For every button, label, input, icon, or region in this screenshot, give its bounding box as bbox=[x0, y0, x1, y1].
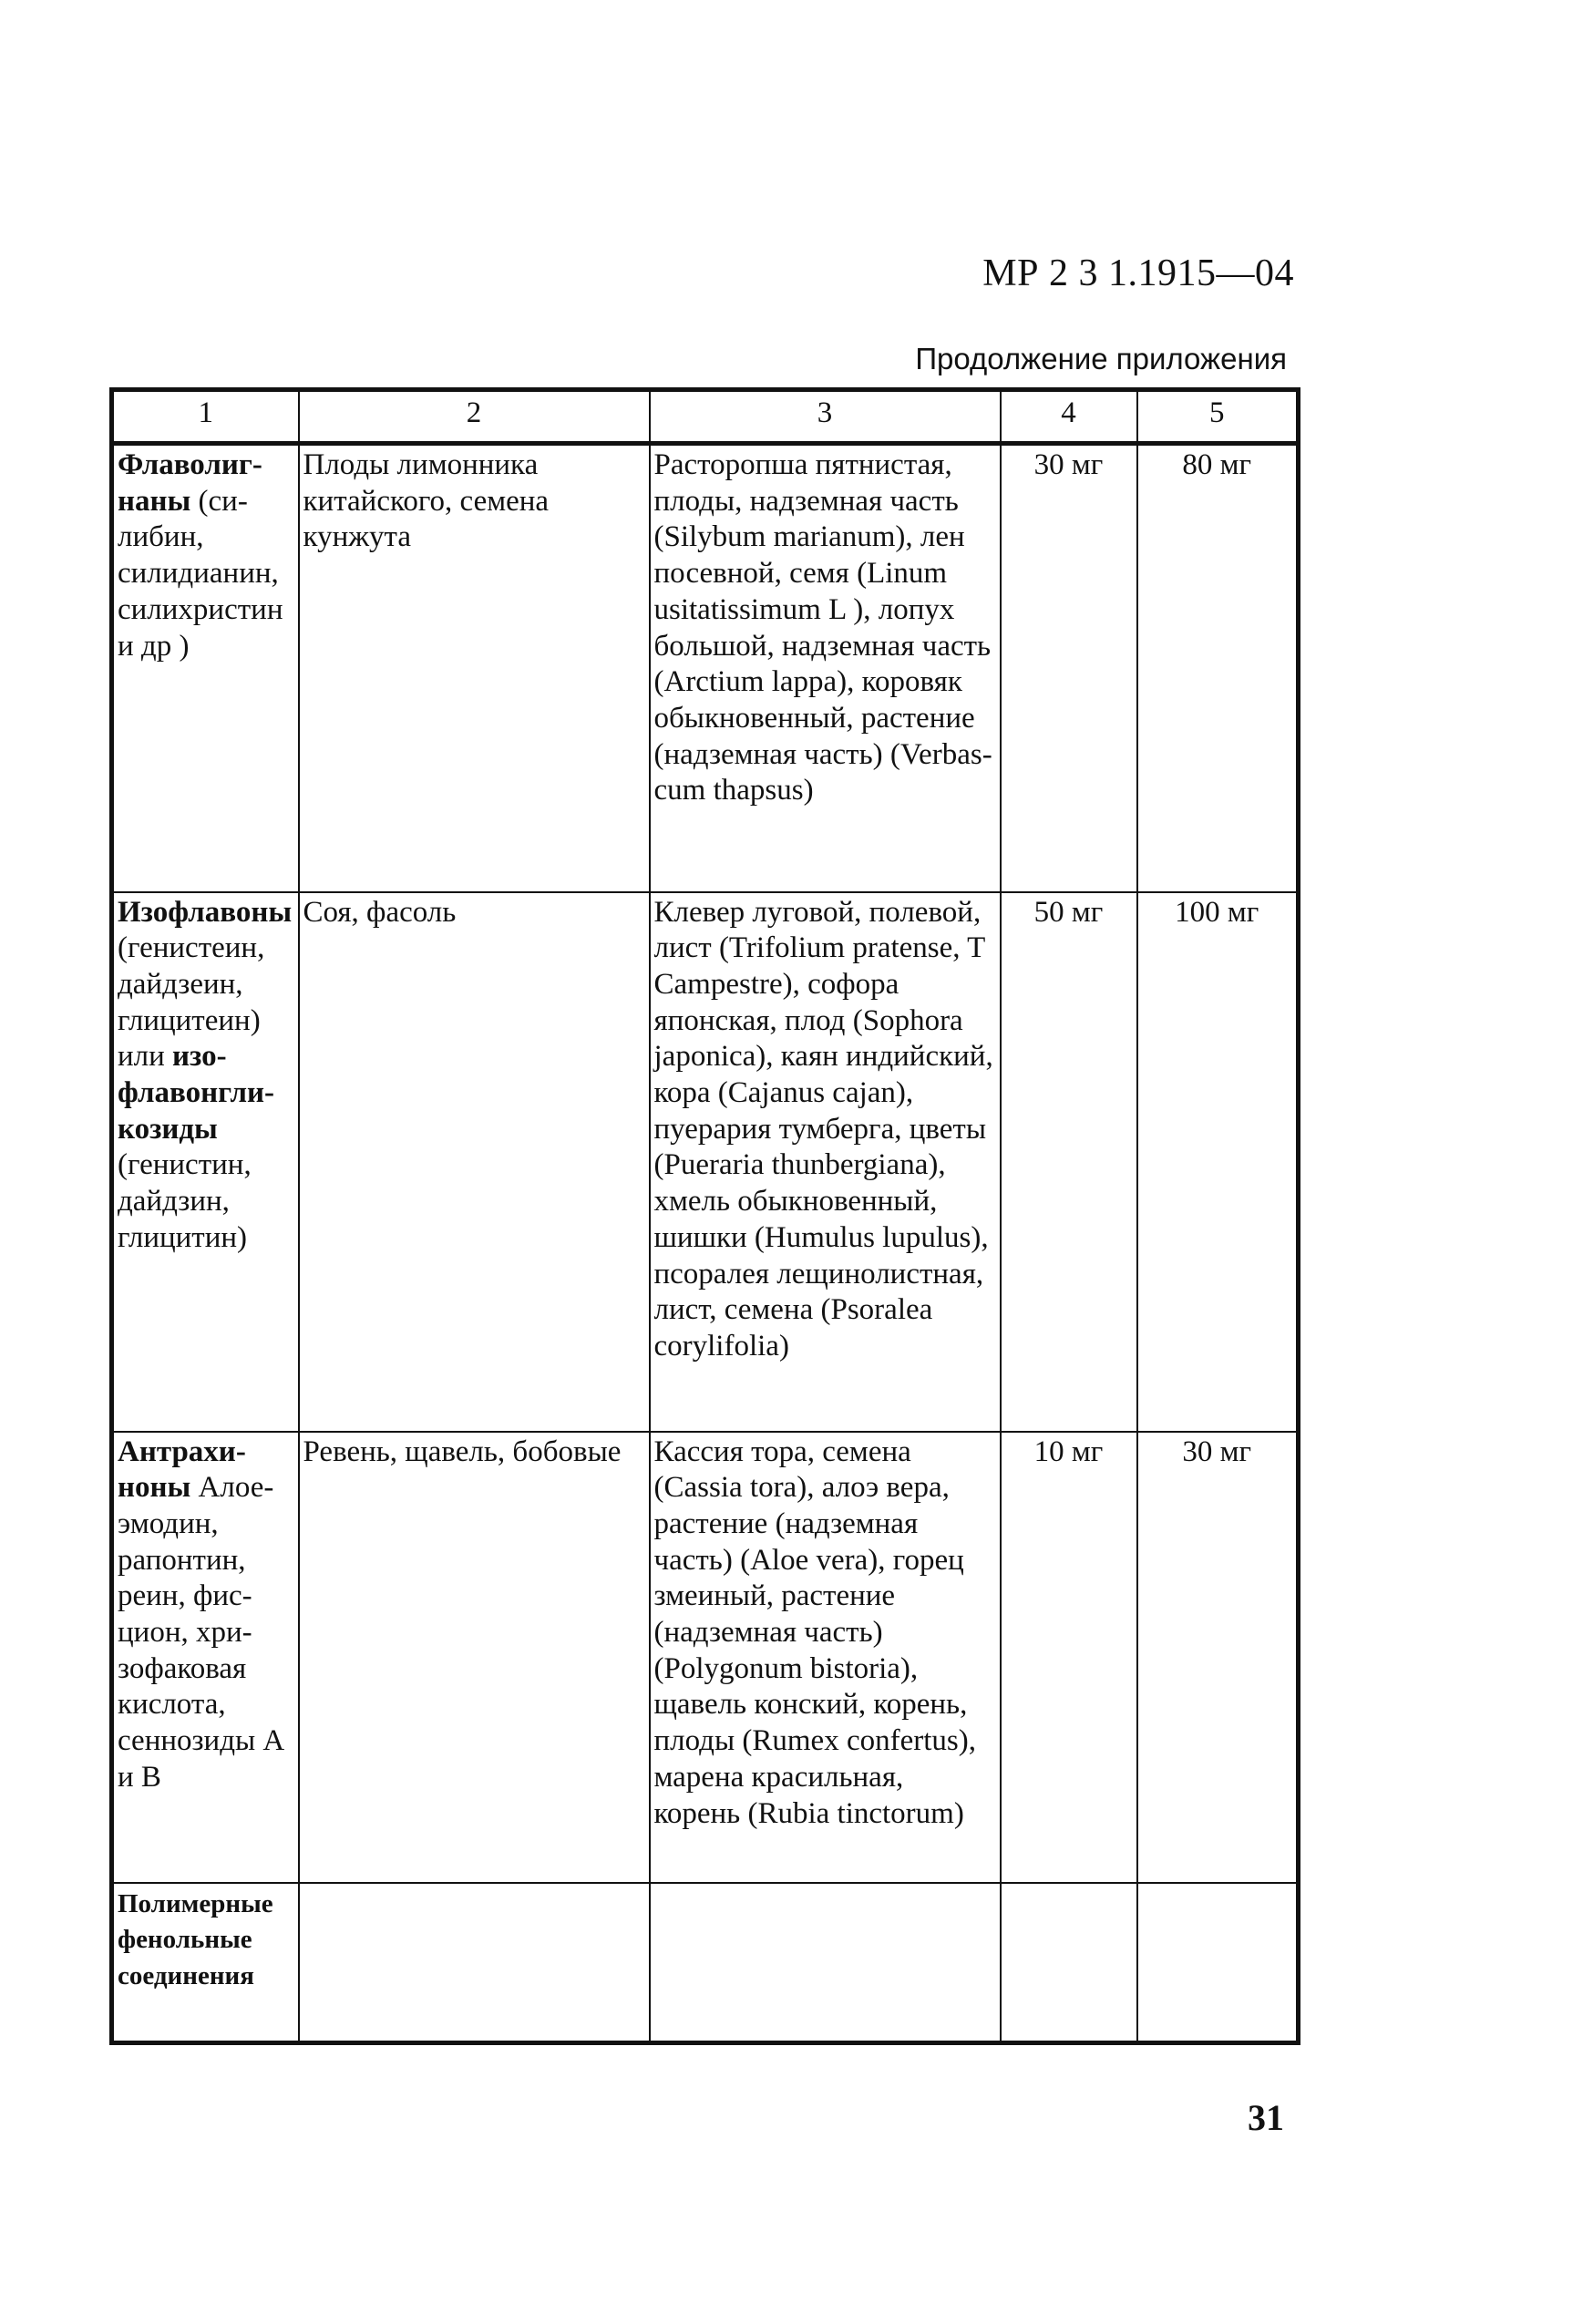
compound-cell bbox=[112, 444, 299, 892]
value-col5: 30 мг bbox=[1137, 1432, 1299, 1883]
column-header: 4 bbox=[1001, 390, 1137, 444]
source-cell bbox=[299, 1883, 650, 2043]
plants-cell bbox=[650, 1883, 1001, 2043]
column-header: 1 bbox=[112, 390, 299, 444]
table-row bbox=[112, 444, 1299, 892]
compound-name: Антрахиноны bbox=[118, 1435, 246, 1505]
page-number: 31 bbox=[1248, 2097, 1284, 2138]
compound-detail: Алое-эмодин, рапонтин, реин, фисцион, хризофаковая кислота, сеннозиды А и В bbox=[118, 1471, 285, 1794]
table-row bbox=[112, 892, 1299, 1432]
compounds-table bbox=[109, 387, 1300, 2045]
compound-detail: (силибин, силидианин, силихристин и др ) bbox=[118, 484, 283, 663]
table-row bbox=[112, 1432, 1299, 1883]
source-cell: Ревень, щавель, бобовые bbox=[299, 1432, 650, 1883]
compound-cell bbox=[112, 1432, 299, 1883]
value-col4 bbox=[1001, 1883, 1137, 2043]
plants-cell: Расторопша пятнистая, плоды, надземная часть (Silybum marianum), лен посевной, семя (Linum usitatissimum L ), лопух большой, надземная часть (Arctium lappa), коровяк обыкновенный, растение (надземная часть) (Verbascum thapsus) bbox=[650, 444, 1001, 892]
source-cell: Плоды лимонника китайского, семена кунжута bbox=[299, 444, 650, 892]
value-col4: 10 мг bbox=[1001, 1432, 1137, 1883]
table-row bbox=[112, 1883, 1299, 2043]
column-header: 2 bbox=[299, 390, 650, 444]
compound-cell bbox=[112, 892, 299, 1432]
plants-cell: Кассия тора, семена (Cassia tora), алоэ вера, растение (надземная часть) (Aloe vera), горец змеиный, растение (надземная часть) (Polygonum bistoria), щавель конский, корень, плоды (Rumex confertus), марена красильная, корень (Rubia tinctorum) bbox=[650, 1432, 1001, 1883]
value-col4: 50 мг bbox=[1001, 892, 1137, 1432]
column-header: 3 bbox=[650, 390, 1001, 444]
continuation-caption: Продолжение приложения bbox=[915, 342, 1287, 375]
compound-name-2: изофлавонгликозиды bbox=[118, 1040, 274, 1146]
compound-detail-2: (генистин, дайдзин, глицитин) bbox=[118, 1148, 252, 1254]
compound-cell bbox=[112, 1883, 299, 2043]
value-col5: 80 мг bbox=[1137, 444, 1299, 892]
compound-detail: (генистеин, дайдзеин, глицитеин) или bbox=[118, 931, 265, 1074]
column-header: 5 bbox=[1137, 390, 1299, 444]
plants-cell: Клевер луговой, полевой, лист (Trifolium pratense, T Campestre), софора японская, плод (Sophora japonica), каян индийский, кора (Cajanus cajan), пуерария тумберга, цветы (Pueraria thunbergiana), хмель обыкновенный, шишки (Humulus lupulus), псоралея лещинолистная, лист, семена (Psoralea corylifolia) bbox=[650, 892, 1001, 1432]
document-code: МР 2 3 1.1915—04 bbox=[982, 252, 1294, 294]
value-col4: 30 мг bbox=[1001, 444, 1137, 892]
compound-name: Полимерные фенольные соединения bbox=[118, 1888, 273, 1990]
table-header-row bbox=[112, 390, 1299, 444]
source-cell: Соя, фасоль bbox=[299, 892, 650, 1432]
compound-name: Изофлавоны bbox=[118, 895, 293, 929]
value-col5 bbox=[1137, 1883, 1299, 2043]
value-col5: 100 мг bbox=[1137, 892, 1299, 1432]
compound-name: Флаволигнаны bbox=[118, 448, 262, 518]
